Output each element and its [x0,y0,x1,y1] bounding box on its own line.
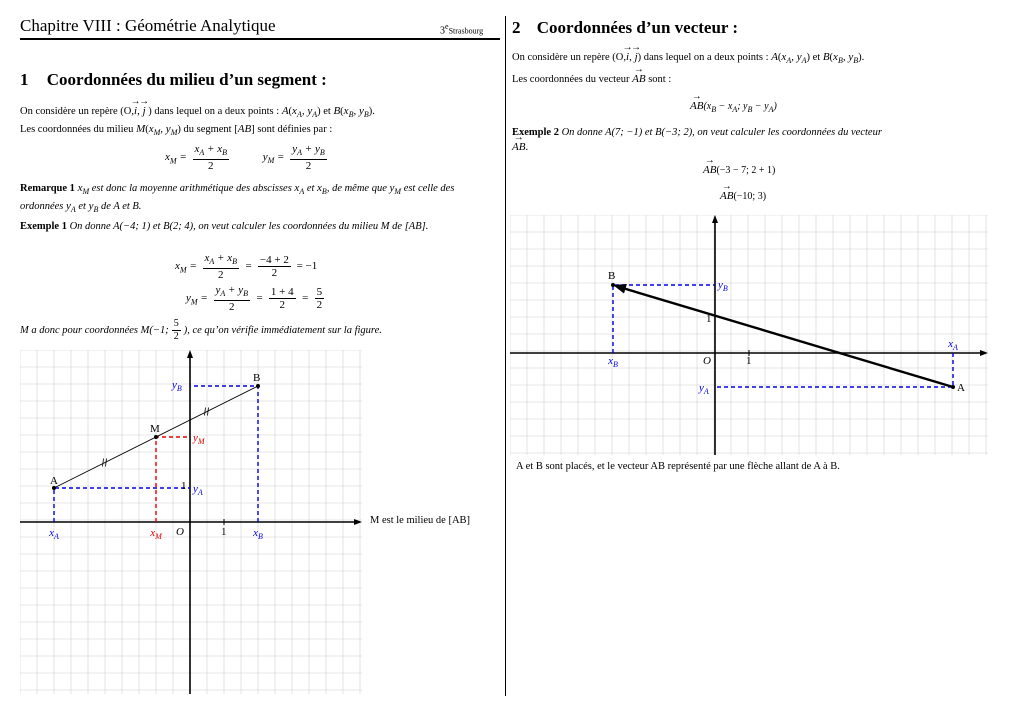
eq1-den: 2 [271,267,278,280]
vector-figure [510,215,990,457]
chapter-title: Chapitre VIII : Géométrie Analytique [20,16,276,35]
label-origin: O [176,526,184,538]
midpoint-formula: $x_M$ = $\frac{x_A + x_B}{2}$ $y_M$ = $\frac{y_A + y_B}{2}$ [165,143,325,173]
header-rule [20,38,500,40]
example1 [20,220,500,234]
remark-text1: est donc la moyenne arithmétique des abscisses [91,183,292,194]
label-yb: $y_B$ [718,279,728,293]
y-axis-arrow [712,215,718,223]
section1-number: 1 [20,70,29,89]
conclusion-a: M a donc pour coordonnées M(−1; [20,324,169,336]
label-xa: $x_A$ [49,527,59,541]
label-xb: $x_B$ [253,527,263,541]
intro2: Les coordonnées du milieu [20,124,134,136]
equal-tick [106,459,107,467]
example1-label: Exemple 1 [20,221,67,232]
class-sup: e [445,22,449,31]
example1-text: On donne A(−4; 1) et B(2; 4), on veut calculer les coordonnées du milieu M de [AB]. [69,221,429,232]
remark-label: Remarque 1 [20,183,75,194]
equal-tick [208,408,209,416]
eq1-result: = −1 [296,260,318,273]
example2-label: Exemple 2 [512,127,559,138]
section2-number: 2 [512,18,521,37]
y-axis-arrow [187,350,193,358]
label-a: A [957,382,965,394]
label-xm: $x_M$ [150,527,162,541]
label-xa: $x_A$ [948,338,958,352]
remark1: Remarque 1 $x_M$ est donc la moyenne arithmétique des abscisses $x_A$ et $x_B$, de même que $y_M$ est celle des ordonnées $y_A$ et $y_B$ de A et B. [20,182,455,215]
label-one-y: 1 [181,480,187,492]
s2-intro2: Les coordonnées du vecteur [512,74,630,86]
example1-eq2: $y_M$ = $\frac{y_A + y_B}{2}$ = $\frac{1 + 4}{2}$ = $\frac{5}{2}$ [186,284,323,314]
vector-ab [621,288,953,388]
label-one-x: 1 [221,526,227,538]
label-one-y: 1 [706,313,712,325]
section1-title: Coordonnées du milieu d’un segment : [46,70,327,89]
example1-conclusion: M a donc pour coordonnées M(−1; $\frac{5}{2}$ ), ce qu’on vérifie immédiatement sur la figure. [20,318,382,342]
b-projection [613,285,715,353]
label-b: B [253,372,261,384]
eq1-num: −4 + 2 [259,254,289,267]
class-tag [440,22,483,36]
vector-ab-head [613,284,627,294]
section2-heading [512,18,738,38]
example2: Exemple 2 On donne A(7; −1) et B(−3; 2), on veut calculer les coordonnées du vecteur → AB. [512,126,992,155]
intro1-a: On considère un repère (O, [20,106,134,117]
label-b: B [608,270,616,282]
remark-text2: de même que [332,183,387,194]
section1-heading [20,70,327,90]
s2-intro1-b: ) dans lequel on a deux points : [637,52,769,63]
conclusion-b: ), ce qu’on vérifie immédiatement sur la figure. [183,324,382,336]
vector-formula: → $AB(x_B - x_A$; $y_B - y_A$) [690,100,777,114]
label-ya: $y_A$ [699,382,709,396]
point-b [256,384,260,388]
equal-tick [103,459,104,467]
section2-intro: On considère un repère (O,→ i, → j) dans lequel on a deux points : $A(x_A$, $y_A$) et $B(x_B$, $y_B$). Les coordonnées du vecteur → AB sont : [512,48,992,89]
midpoint-figure [20,350,362,694]
label-m: M [150,423,160,435]
label-origin: O [703,355,711,367]
label-a: A [50,475,58,487]
example1-eq1: $x_M$ = $\frac{x_A + x_B}{2}$ = $\frac{-4 + 2}{2}$ = −1 [175,252,318,282]
label-ym: $y_M$ [193,432,205,446]
figure1-caption: M est le milieu de [AB] [370,515,471,526]
remark-text3: est celle des ordonnées [20,183,455,213]
example2-text: On donne A(7; −1) et B(−3; 2), on veut calculer les coordonnées du vecteur [561,127,882,138]
example2-step1: → AB(−3 − 7; 2 + 1) [703,164,775,176]
eq2-res-num: 5 [316,286,323,299]
column-divider [505,16,506,696]
label-one-x: 1 [746,355,752,367]
equal-tick [205,408,206,416]
label-yb: $y_B$ [172,379,182,393]
label-ya: $y_A$ [193,483,203,497]
s2-intro2-b: sont : [648,74,672,86]
intro2-c: sont définies par : [257,124,333,136]
class-num: 3 [440,25,445,37]
point-a [951,385,955,389]
class-city: Strasbourg [448,26,484,36]
point-b [611,283,615,287]
s2-intro1-a: On considère un repère (O, [512,52,626,63]
intro1-b: ) dans lequel on a deux points : [148,106,280,117]
section2-title: Coordonnées d’un vecteur : [536,18,739,37]
label-xb: $x_B$ [608,355,618,369]
section1-intro: On considère un repère (O,→ i, → j ) dans lequel on a deux points : $A(x_A$, $y_A$) et $B(x_B$, $y_B$). Les coordonnées du milieu $M(x_M$, $y_M$) du segment [AB] sont définies par : [20,104,500,140]
eq2-num: 1 + 4 [270,286,294,299]
intro2-b: du segment [183,124,232,136]
point-m [154,435,158,439]
example2-step2: → AB(−10; 3) [720,190,766,202]
figure2-caption: A et B sont placés, et le vecteur AB représenté par une flèche allant de A à B. [516,461,840,472]
remark-text4: de A et B. [101,201,142,213]
